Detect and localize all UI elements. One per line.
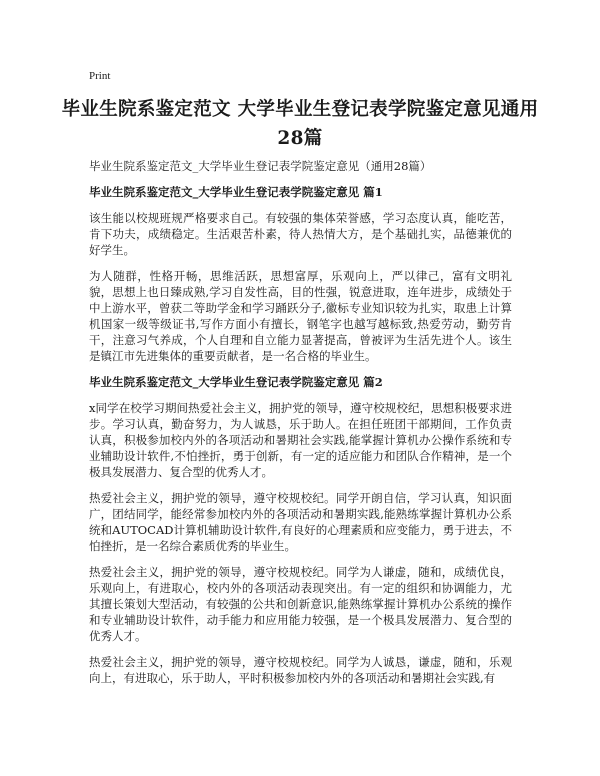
paragraph: x同学在校学习期间热爱社会主义，拥护党的领导，遵守校规校纪，思想积极要求进步。学习认真，勤奋努力，为人诚恳，乐于助人。在担任班团干部期间，工作负责认真，积极参加校内外的各项活动和暑期社会实践,能掌握计算机办公操作系统和专业辅助设计软件,不怕挫折，勇于创新，有一定的适应能力和团队合作精神，是一个极具发展潜力、复合型的优秀人才。 [89,401,512,479]
document-body [89,184,512,696]
print-link[interactable]: Print [89,70,111,82]
paragraph: 热爱社会主义，拥护党的领导，遵守校规校纪。同学为人谦虚，随和，成绩优良，乐观向上，有进取心，校内外的各项活动表现突出。有一定的组织和协调能力，尤其擅长策划大型活动，有较强的公共和创新意识,能熟练掌握计算机办公系统的操作和专业辅助设计软件，动手能力和应用能力较强，是一个极具发展潜力、复合型的优秀人才。 [89,565,512,643]
section-1 [89,184,512,364]
page-title: 毕业生院系鉴定范文 大学毕业生登记表学院鉴定意见通用28篇 [61,99,539,149]
section-2 [89,374,512,686]
document-subtitle: 毕业生院系鉴定范文_大学毕业生登记表学院鉴定意见（通用28篇） [89,159,432,173]
paragraph: 热爱社会主义，拥护党的领导，遵守校规校纪。同学为人诚恳，谦虚，随和，乐观向上，有进取心，乐于助人，平时积极参加校内外的各项活动和暑期社会实践,有 [89,655,512,685]
paragraph: 该生能以校规班规严格要求自己。有较强的集体荣誉感，学习态度认真，能吃苦，肯下功夫，成绩稳定。生活艰苦朴素，待人热情大方，是个基础扎实，品德兼优的好学生。 [89,211,512,257]
paragraph: 热爱社会主义，拥护党的领导，遵守校规校纪。同学开朗自信，学习认真，知识面广，团结同学，能经常参加校内外的各项活动和暑期实践,能熟练掌握计算机办公系统和AUTOCAD计算机辅助设计软件,有良好的心理素质和应变能力，勇于进去，不怕挫折，是一名综合素质优秀的毕业生。 [89,491,512,553]
paragraph: 为人随群，性格开畅，思维活跃，思想富厚，乐观向上，严以律己，富有文明礼貌，思想上也日臻成熟,学习自发性高，目的性强，锐意进取，连年进步，成绩处于中上游水平，曾获二等助学金和学习踊跃分子,徽标专业知识较为扎实，取患上计算机国家一级等级证书,写作方面小有擅长，钢笔字也越写越标致,热爱劳动，勤劳肯干，注意习气养成，个人自理和自立能力显著提高，曾被评为生活先进个人。该生是镇江市先进集体的重要贡献者，是一名合格的毕业生。 [89,269,512,363]
section-heading: 毕业生院系鉴定范文_大学毕业生登记表学院鉴定意见 篇2 [89,375,383,389]
section-heading: 毕业生院系鉴定范文_大学毕业生登记表学院鉴定意见 篇1 [89,185,383,199]
